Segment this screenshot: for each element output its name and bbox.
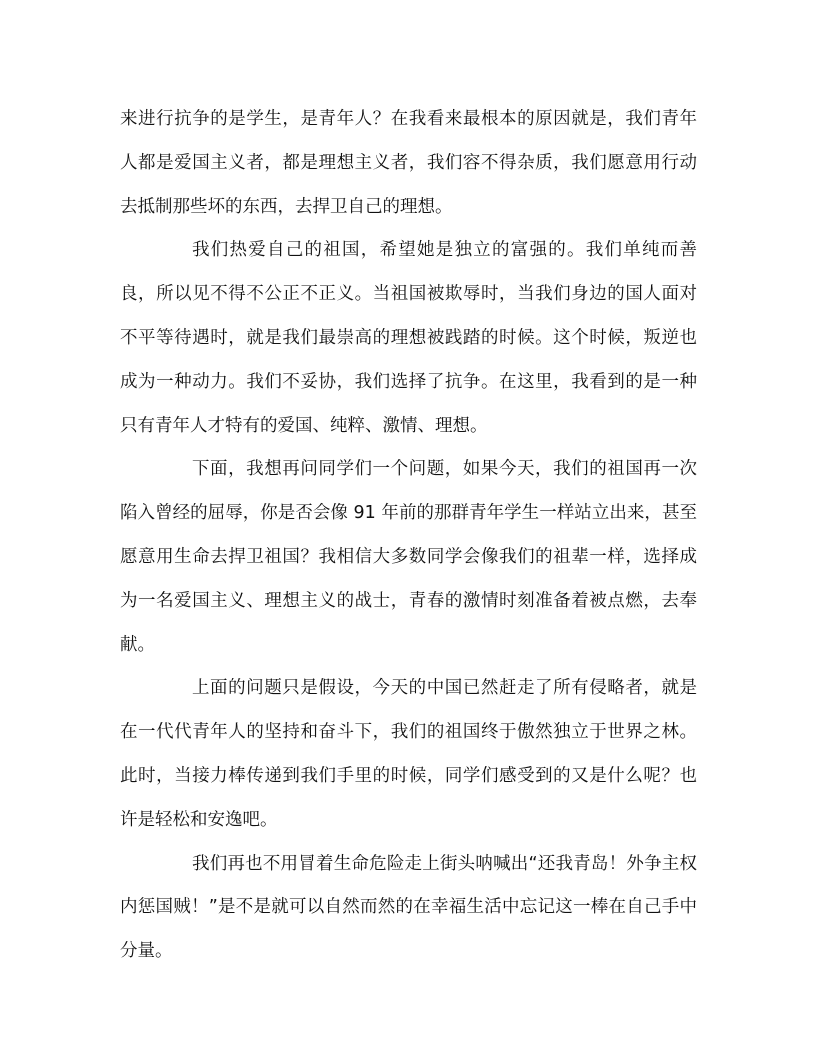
document-body bbox=[120, 98, 697, 974]
paragraph-2: 我们热爱自己的祖国，希望她是独立的富强的。我们单纯而善良，所以见不得不公正不正义。当祖国被欺辱时，当我们身边的国人面对不平等待遇时，就是我们最崇高的理想被践踏的时候。这个时候，叛逆也成为一种动力。我们不妥协，我们选择了抗争。在这里，我看到的是一种只有青年人才特有的爱国、纯粹、激情、理想。 bbox=[120, 240, 697, 436]
paragraph-5: 我们再也不用冒着生命危险走上街头呐喊出“还我青岛！外争主权内惩国贼！”是不是就可以自然而然的在幸福生活中忘记这一棒在自己手中分量。 bbox=[120, 853, 697, 962]
paragraph-4: 上面的问题只是假设，今天的中国已然赶走了所有侵略者，就是在一代代青年人的坚持和奋斗下，我们的祖国终于傲然独立于世界之林。此时，当接力棒传递到我们手里的时候，同学们感受到的又是什么呢？也许是轻松和安逸吧。 bbox=[120, 678, 697, 830]
paragraph-3: 下面，我想再问同学们一个问题，如果今天，我们的祖国再一次陷入曾经的屈辱，你是否会像 91 年前的那群青年学生一样站立出来，甚至愿意用生命去捍卫祖国？我相信大多数同学会像我们的祖辈一样，选择成为一名爱国主义、理想主义的战士，青春的激情时刻准备着被点燃，去奉献。 bbox=[120, 459, 697, 655]
paragraph-1: 来进行抗争的是学生，是青年人？在我看来最根本的原因就是，我们青年人都是爱国主义者，都是理想主义者，我们容不得杂质，我们愿意用行动去抵制那些坏的东西，去捍卫自己的理想。 bbox=[120, 109, 697, 217]
